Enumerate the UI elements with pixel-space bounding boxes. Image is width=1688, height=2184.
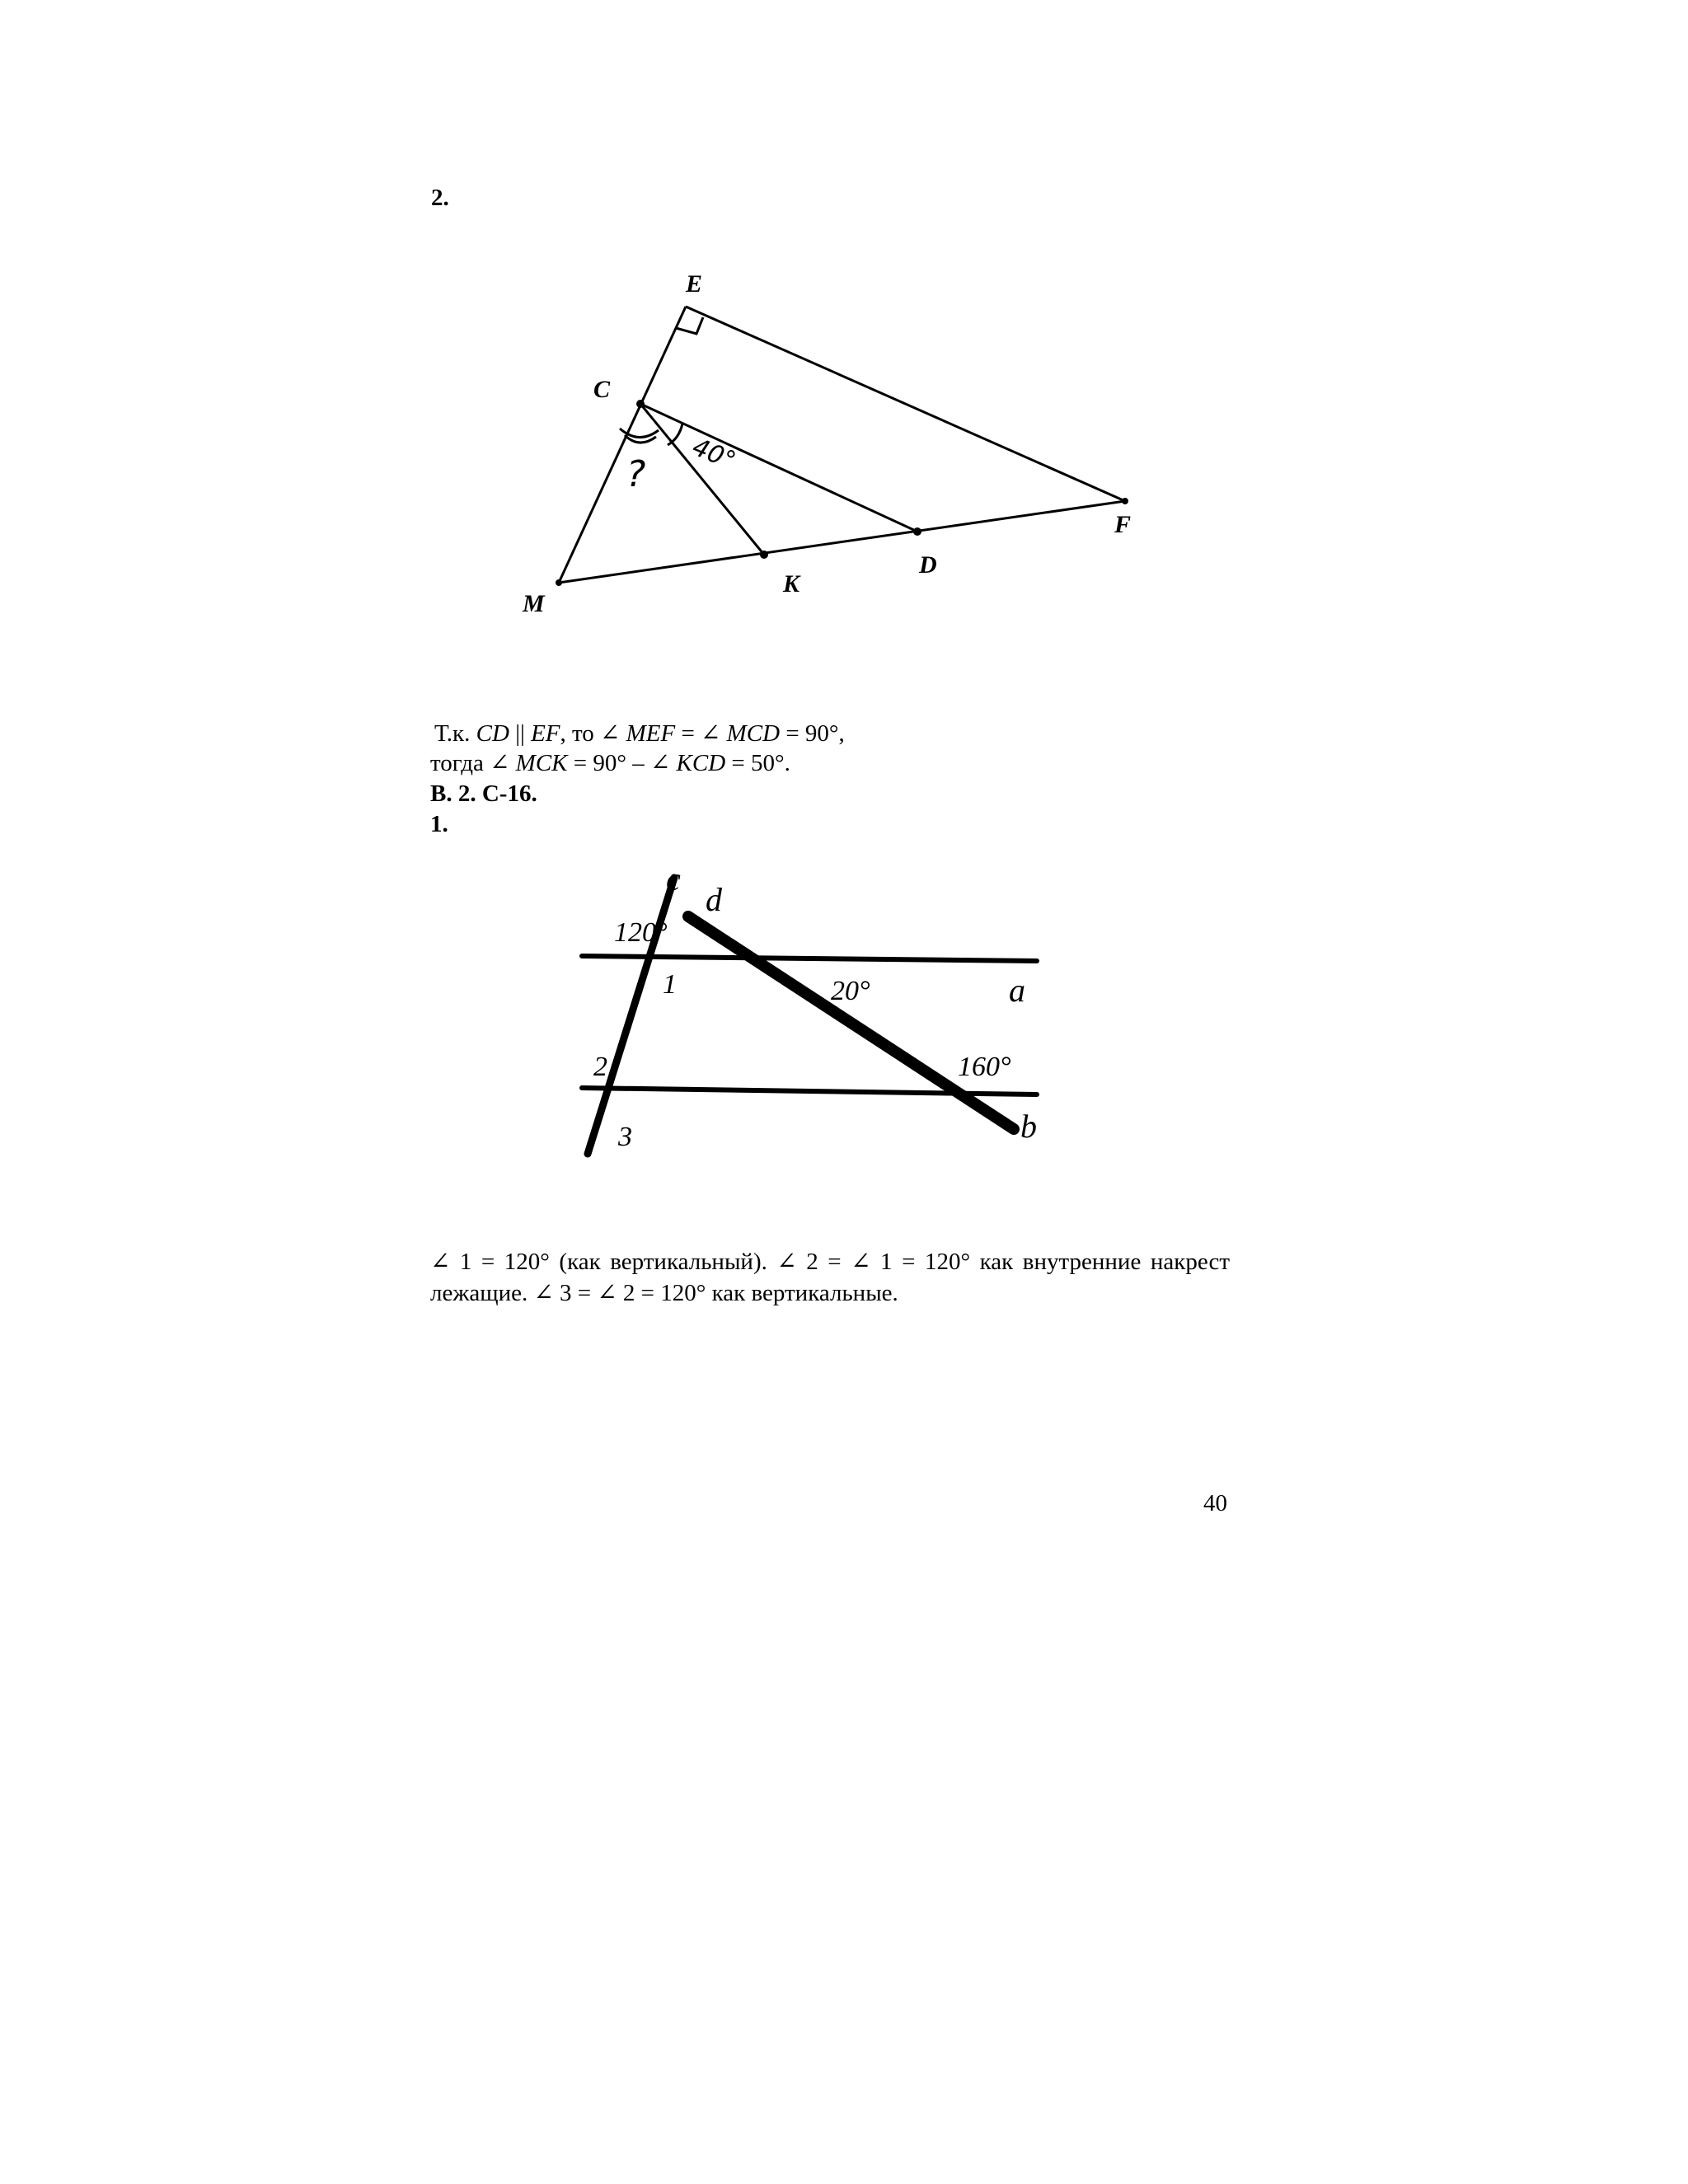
label-a: a xyxy=(1009,972,1025,1009)
label-E: E xyxy=(686,270,703,298)
angle-1-label: 1 xyxy=(663,969,677,1000)
page-number: 40 xyxy=(1203,1490,1227,1516)
label-c: c xyxy=(666,860,681,898)
angle-20-label: 20° xyxy=(831,976,870,1006)
label-C: C xyxy=(593,376,611,403)
label-d: d xyxy=(706,881,722,918)
label-K: K xyxy=(783,570,800,598)
label-D: D xyxy=(919,551,937,579)
problem-number-1: 1. xyxy=(430,811,448,837)
unknown-angle-mark: ? xyxy=(626,453,646,495)
label-F: F xyxy=(1114,511,1132,538)
label-b: b xyxy=(1020,1108,1037,1145)
angle-40-label: 40° xyxy=(688,432,740,476)
line-d xyxy=(688,916,1014,1129)
section-header: В. 2. С-16. xyxy=(430,780,537,807)
angle-160-label: 160° xyxy=(958,1052,1011,1082)
solution-2-line-1: Т.к. CD || EF, то ∠ MEF = ∠ MCD = 90°, xyxy=(434,720,845,747)
angle-120-label: 120° xyxy=(614,917,668,948)
angle-2-label: 2 xyxy=(593,1052,607,1082)
angle-3-label: 3 xyxy=(618,1122,632,1152)
solution-2-line-2: тогда ∠ MCK = 90° – ∠ KCD = 50°. xyxy=(430,750,790,776)
solution-1-text: ∠ 1 = 120° (как вертикальный). ∠ 2 = ∠ 1 = 120° как внутренние накрест лежащие. ∠ 3 = ∠ 2 = 120° как вертикальные. xyxy=(430,1249,1230,1306)
problem-number-2: 2. xyxy=(431,185,449,211)
label-M: M xyxy=(523,590,545,617)
